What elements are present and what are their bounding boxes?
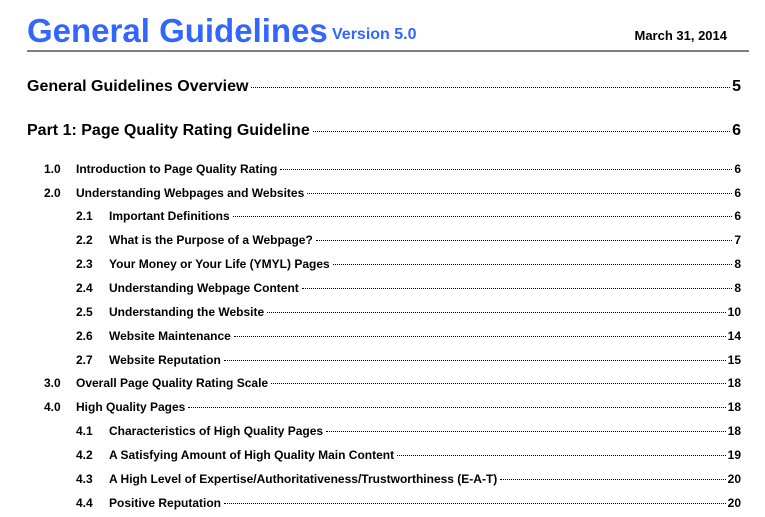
toc-entry-title: High Quality Pages [76,400,186,414]
toc-entry[interactable] [44,400,741,414]
toc-entry[interactable] [44,186,741,200]
toc-entry-title: Positive Reputation [109,496,222,510]
toc-entry-title: Understanding the Website [109,305,265,319]
toc-dot-leader [271,383,726,384]
toc-dot-leader [188,407,725,408]
toc-entry[interactable] [44,376,741,390]
toc-entry-title: Important Definitions [109,209,230,223]
toc-entry[interactable] [44,162,741,176]
toc-entry-number: 2.4 [76,281,93,295]
toc-dot-leader [333,264,733,265]
toc-dot-leader [313,131,730,132]
toc-entry-number: 2.6 [76,329,93,343]
toc-dot-leader [307,193,732,194]
toc-entry-page: 20 [727,496,741,510]
document-version: Version 5.0 [332,26,417,43]
toc-entry-title: General Guidelines Overview [27,78,249,95]
toc-entry[interactable] [76,305,741,319]
toc-dot-leader [280,169,732,170]
toc-entry-number: 2.3 [76,257,93,271]
toc-dot-leader [224,503,726,504]
toc-entry-title: What is the Purpose of a Webpage? [109,233,313,247]
toc-entry-page: 18 [727,424,741,438]
toc-entry-page: 18 [727,376,741,390]
toc-entry-page: 6 [734,162,741,176]
toc-dot-leader [326,431,726,432]
toc-entry-number: 2.5 [76,305,93,319]
toc-entry-page: 19 [727,448,741,462]
toc-entry-number: 3.0 [44,376,61,390]
toc-dot-leader [234,336,726,337]
toc-entry-number: 4.1 [76,424,93,438]
document-title: General Guidelines [27,12,328,49]
toc-entry-title: A High Level of Expertise/Authoritativeness/Trustworthiness (E-A-T) [109,472,498,486]
toc-entry-title: Understanding Webpages and Websites [76,186,305,200]
toc-dot-leader [251,87,730,88]
toc-dot-leader [302,288,733,289]
toc-entry-number: 2.0 [44,186,61,200]
toc-entry-title: Your Money or Your Life (YMYL) Pages [109,257,330,271]
toc-entry-number: 2.7 [76,353,93,367]
toc-dot-leader [233,216,733,217]
toc-dot-leader [316,240,733,241]
document-date: March 31, 2014 [634,28,727,43]
toc-entry-title: A Satisfying Amount of High Quality Main Content [109,448,395,462]
toc-entry[interactable] [76,424,741,438]
toc-entry-page: 6 [732,122,741,139]
toc-entry[interactable] [76,496,741,510]
toc-entry-title: Part 1: Page Quality Rating Guideline [27,122,310,139]
toc-entry[interactable] [76,448,741,462]
toc-entry-number: 4.3 [76,472,93,486]
toc-entry[interactable] [76,281,741,295]
toc-dot-leader [224,360,726,361]
toc-entry-number: 2.1 [76,209,93,223]
toc-entry-title: Website Maintenance [109,329,231,343]
toc-entry[interactable] [76,472,741,486]
toc-entry-number: 2.2 [76,233,93,247]
toc-entry-number: 4.0 [44,400,61,414]
toc-entry-number: 1.0 [44,162,61,176]
toc-entry-page: 20 [727,472,741,486]
toc-entry-page: 8 [734,257,741,271]
toc-entry[interactable] [76,233,741,247]
document-header [27,10,749,52]
toc-entry-page: 5 [732,78,741,95]
toc-entry-page: 8 [734,281,741,295]
toc-entry-title: Website Reputation [109,353,221,367]
toc-entry[interactable] [76,257,741,271]
toc-entry[interactable] [76,329,741,343]
toc-dot-leader [500,479,725,480]
toc-entry-page: 6 [734,209,741,223]
toc-entry-page: 18 [727,400,741,414]
toc-entry-title: Introduction to Page Quality Rating [76,162,278,176]
toc-entry-title: Characteristics of High Quality Pages [109,424,324,438]
toc-entry-number: 4.4 [76,496,93,510]
toc-entry-number: 4.2 [76,448,93,462]
toc-entry[interactable] [76,353,741,367]
toc-entry[interactable] [76,209,741,223]
toc-entry-title: Understanding Webpage Content [109,281,299,295]
toc-entry-page: 15 [727,353,741,367]
toc-entry-page: 7 [734,233,741,247]
toc-entry[interactable] [27,122,741,140]
toc-entry-page: 14 [727,329,741,343]
toc-entry[interactable] [27,78,741,96]
toc-dot-leader [397,455,726,456]
toc-entry-page: 10 [727,305,741,319]
toc-dot-leader [267,312,726,313]
toc-entry-page: 6 [734,186,741,200]
toc-entry-title: Overall Page Quality Rating Scale [76,376,269,390]
